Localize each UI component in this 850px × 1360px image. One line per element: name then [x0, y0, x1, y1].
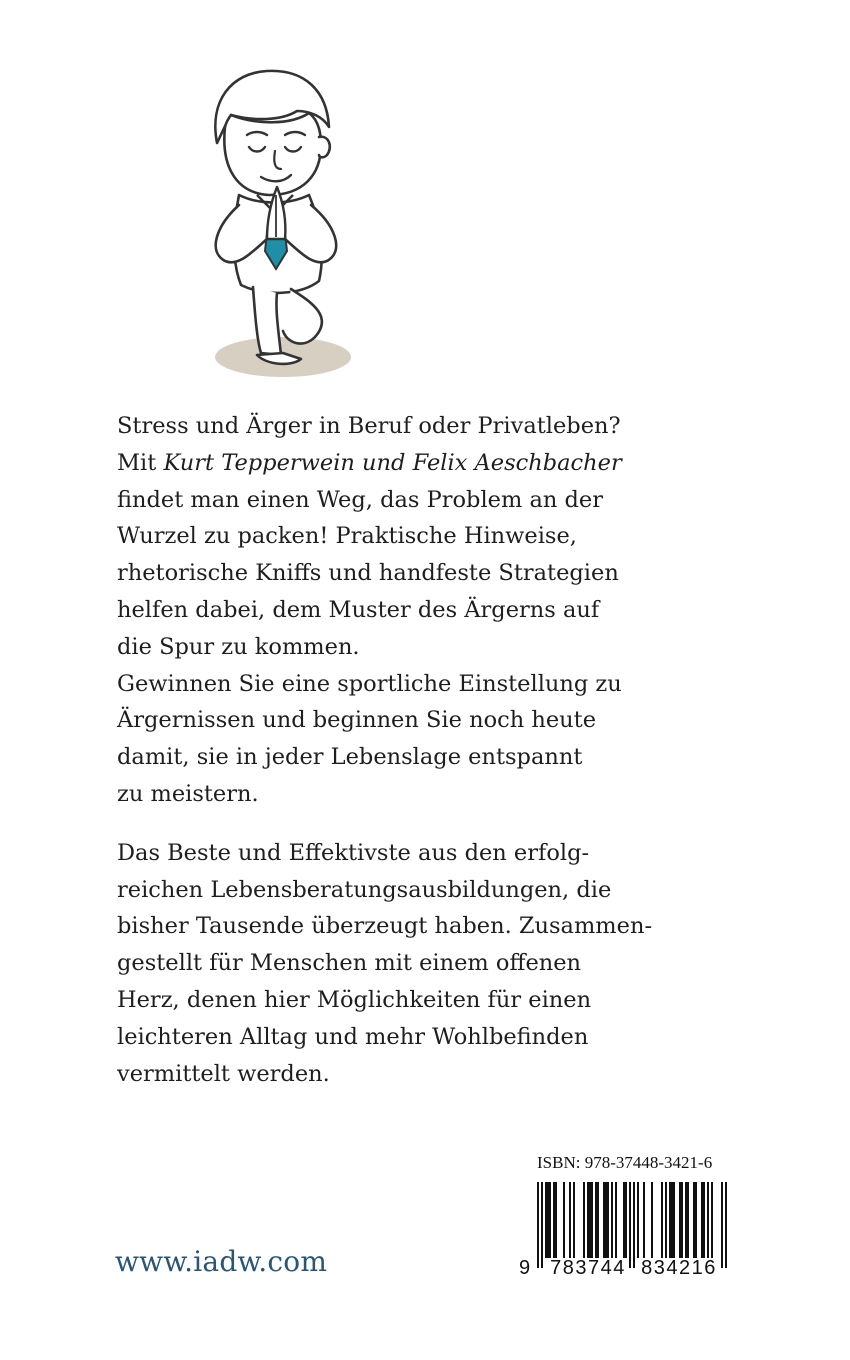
- barcode-bar: [651, 1182, 653, 1258]
- barcode-bar: [703, 1182, 705, 1258]
- barcode-bar: [587, 1182, 589, 1258]
- barcode-bar: [603, 1182, 605, 1258]
- barcode-bar: [605, 1182, 607, 1258]
- barcode-bar: [595, 1182, 597, 1258]
- barcode-bar: [549, 1182, 551, 1258]
- bent-leg: [283, 289, 322, 344]
- isbn-label: ISBN: 978-37448-3421-6: [537, 1153, 713, 1172]
- blurb-line: bisher Tausende überzeugt haben. Zusammen-: [117, 913, 653, 940]
- ean-right-group: 834216: [641, 1257, 717, 1279]
- ear: [319, 137, 330, 158]
- barcode-bar: [695, 1182, 697, 1258]
- blurb-line: leichteren Alltag und mehr Wohlbefinden: [117, 1023, 589, 1050]
- barcode-bar: [597, 1182, 599, 1258]
- barcode-bar: [693, 1182, 695, 1258]
- blurb-line: gestellt für Menschen mit einem offenen: [117, 950, 582, 977]
- barcode-bar: [615, 1182, 617, 1258]
- blurb-line: reichen Lebensberatungsausbildungen, die: [117, 876, 612, 903]
- barcode-bar: [711, 1182, 713, 1258]
- barcode-bar: [623, 1182, 625, 1258]
- barcode-bar: [541, 1182, 543, 1268]
- head: [224, 113, 321, 195]
- barcode-bar: [661, 1182, 663, 1258]
- barcode-bar: [679, 1182, 681, 1258]
- blurb-line: Herz, denen hier Möglichkeiten für einen: [117, 986, 592, 1013]
- barcode-bar: [607, 1182, 609, 1258]
- blurb-line: die Spur zu kommen.: [117, 633, 360, 660]
- barcode-bar: [665, 1182, 667, 1258]
- blurb-line: rhetorische Kniffs und handfeste Strategien: [117, 560, 619, 587]
- barcode-bar: [589, 1182, 591, 1258]
- barcode-bar: [611, 1182, 613, 1258]
- isbn-barcode-block: [517, 1153, 732, 1293]
- blurb-line: Das Beste und Effektivste aus den erfolg-: [117, 839, 590, 866]
- barcode-bar: [673, 1182, 675, 1258]
- blurb-line: vermittelt werden.: [117, 1060, 330, 1087]
- ean-first-digit: 9: [519, 1257, 531, 1279]
- barcode-bar: [629, 1182, 631, 1268]
- barcode-bar: [701, 1182, 703, 1258]
- barcode-bar: [643, 1182, 645, 1258]
- barcode-bar: [547, 1182, 549, 1258]
- blurb-line: helfen dabei, dem Muster des Ärgerns auf: [117, 596, 600, 623]
- barcode-bar: [569, 1182, 571, 1258]
- barcode-bar: [591, 1182, 593, 1258]
- blurb-line: [117, 445, 757, 482]
- publisher-website[interactable]: www.iadw.com: [115, 1245, 328, 1278]
- barcode-bar: [707, 1182, 709, 1258]
- blurb-line: findet man einen Weg, das Problem an der: [117, 486, 603, 513]
- barcode-bar: [681, 1182, 683, 1258]
- barcode-bar: [633, 1182, 635, 1268]
- ean-left-group: 783744: [550, 1257, 626, 1279]
- author-names: Kurt Tepperwein und Felix Aeschbacher: [163, 449, 622, 476]
- barcode-bar: [725, 1182, 727, 1268]
- barcode-bar: [563, 1182, 565, 1258]
- barcode-bar: [537, 1182, 539, 1268]
- meditating-businessman-illustration: [195, 55, 375, 385]
- barcode-bar: [573, 1182, 575, 1258]
- barcode-bar: [553, 1182, 555, 1258]
- blurb-line: Ärgernissen und beginnen Sie noch heute: [117, 707, 597, 734]
- back-cover-blurb: [117, 408, 757, 1092]
- barcode-bar: [687, 1182, 689, 1258]
- blurb-line: Gewinnen Sie eine sportliche Einstellung zu: [117, 670, 622, 697]
- barcode-bar: [669, 1182, 671, 1258]
- blurb-line: Stress und Ärger in Beruf oder Privatleben?: [117, 413, 621, 439]
- blurb-text: Mit: [117, 449, 164, 476]
- barcode-bar: [721, 1182, 723, 1268]
- blurb-line: zu meistern.: [117, 780, 259, 807]
- barcode-bar: [545, 1182, 547, 1258]
- ean-digits: [519, 1257, 729, 1280]
- barcode-bar: [583, 1182, 585, 1258]
- barcode-bar: [685, 1182, 687, 1258]
- blurb-line: Wurzel zu packen! Praktische Hinweise,: [117, 523, 577, 550]
- barcode-bar: [671, 1182, 673, 1258]
- barcode-bar: [637, 1182, 639, 1258]
- barcode-bar: [555, 1182, 557, 1258]
- ean-barcode: [537, 1182, 727, 1268]
- blurb-line: damit, sie in jeder Lebenslage entspannt: [117, 744, 583, 771]
- barcode-bar: [625, 1182, 627, 1258]
- paragraph-gap: [117, 813, 757, 835]
